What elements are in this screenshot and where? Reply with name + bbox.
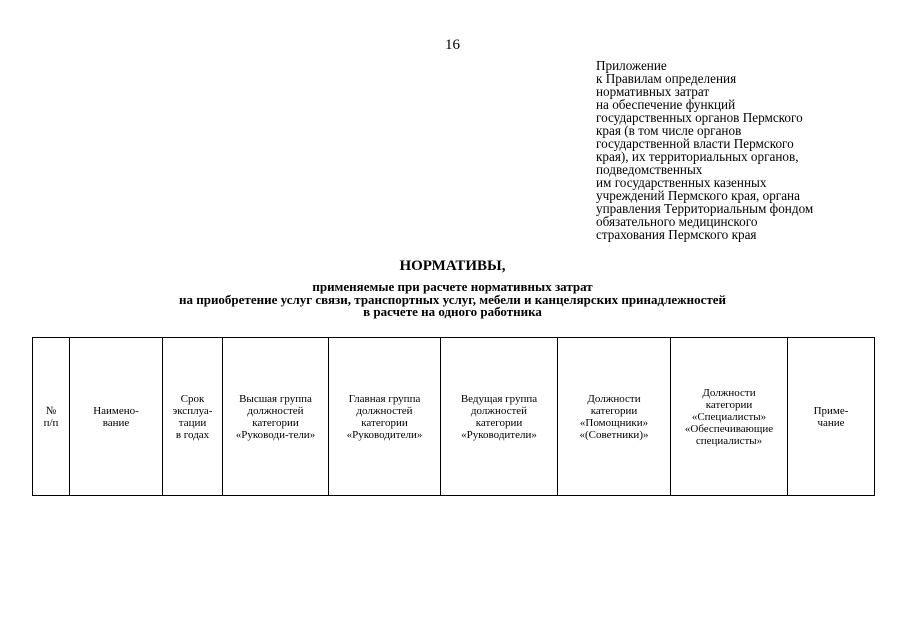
header-line: чание — [817, 416, 845, 429]
appendix-line: на обеспечение функций — [596, 97, 736, 112]
norms-table — [32, 337, 875, 496]
document-subtitle — [0, 281, 905, 319]
header-line: «Специалисты» — [691, 410, 767, 423]
header-line: специалисты» — [695, 434, 763, 447]
header-cell-note — [788, 338, 875, 496]
header-line: категории — [361, 416, 408, 429]
appendix-line: государственной власти Пермского — [596, 136, 794, 151]
header-line: категории — [705, 398, 753, 411]
appendix-line: управления Территориальным фондом — [596, 201, 814, 216]
header-line: «Помощники» — [579, 416, 649, 429]
header-cell-main-group — [329, 338, 441, 496]
appendix-line: нормативных затрат — [596, 84, 710, 99]
header-line: «Руководители» — [461, 428, 537, 441]
appendix-line: края), их территориальных органов, — [596, 149, 799, 164]
header-cell-leading-group — [441, 338, 558, 496]
header-line: п/п — [43, 416, 59, 429]
appendix-note — [596, 59, 896, 241]
header-line: в годах — [175, 428, 210, 441]
header-line: должностей — [470, 404, 528, 417]
header-line: «(Советники)» — [579, 428, 649, 441]
appendix-line: к Правилам определения — [596, 71, 737, 86]
appendix-line: обязательного медицинского — [596, 214, 758, 229]
header-cell-name — [70, 338, 163, 496]
header-cell-assistants — [558, 338, 671, 496]
header-line: вание — [102, 416, 130, 429]
header-line: «Руководи-тели» — [235, 428, 316, 441]
page-number: 16 — [445, 37, 460, 53]
appendix-line: им государственных казенных — [596, 175, 767, 190]
header-line: Высшая группа — [239, 392, 312, 405]
subtitle-line: в расчете на одного работника — [363, 304, 542, 319]
header-line: категории — [252, 416, 299, 429]
header-line: тации — [178, 416, 207, 429]
appendix-line: подведомственных — [596, 162, 703, 177]
header-line: эксплуа- — [172, 404, 213, 417]
header-line: № — [45, 404, 57, 417]
header-line: Главная группа — [348, 392, 421, 405]
header-cell-highest-group — [223, 338, 329, 496]
header-line: должностей — [356, 404, 413, 417]
header-line: «Обеспечивающие — [684, 422, 774, 435]
header-line: категории — [590, 404, 638, 417]
appendix-line: края (в том числе органов — [596, 123, 742, 138]
header-line: Приме- — [813, 404, 849, 417]
document-title: НОРМАТИВЫ, — [399, 258, 506, 274]
header-line: «Руководители» — [346, 428, 423, 441]
header-line: Должности — [702, 386, 756, 399]
header-line: Ведущая группа — [460, 392, 538, 405]
header-line: должностей — [247, 404, 304, 417]
appendix-line: учреждений Пермского края, органа — [596, 188, 800, 203]
table-header-row — [33, 338, 875, 496]
header-line: Срок — [180, 392, 205, 405]
header-line: Должности — [587, 392, 641, 405]
header-cell-number — [33, 338, 70, 496]
appendix-line: страхования Пермского края — [596, 227, 757, 242]
appendix-line: государственных органов Пермского — [596, 110, 803, 125]
header-line: Наимено- — [93, 404, 139, 417]
appendix-line: Приложение — [596, 58, 667, 73]
header-cell-specialists — [671, 338, 788, 496]
subtitle-line: применяемые при расчете нормативных затрат — [312, 279, 593, 294]
header-line: категории — [475, 416, 523, 429]
header-cell-service-life — [163, 338, 223, 496]
subtitle-line: на приобретение услуг связи, транспортных услуг, мебели и канцелярских принадлежностей — [178, 291, 727, 307]
